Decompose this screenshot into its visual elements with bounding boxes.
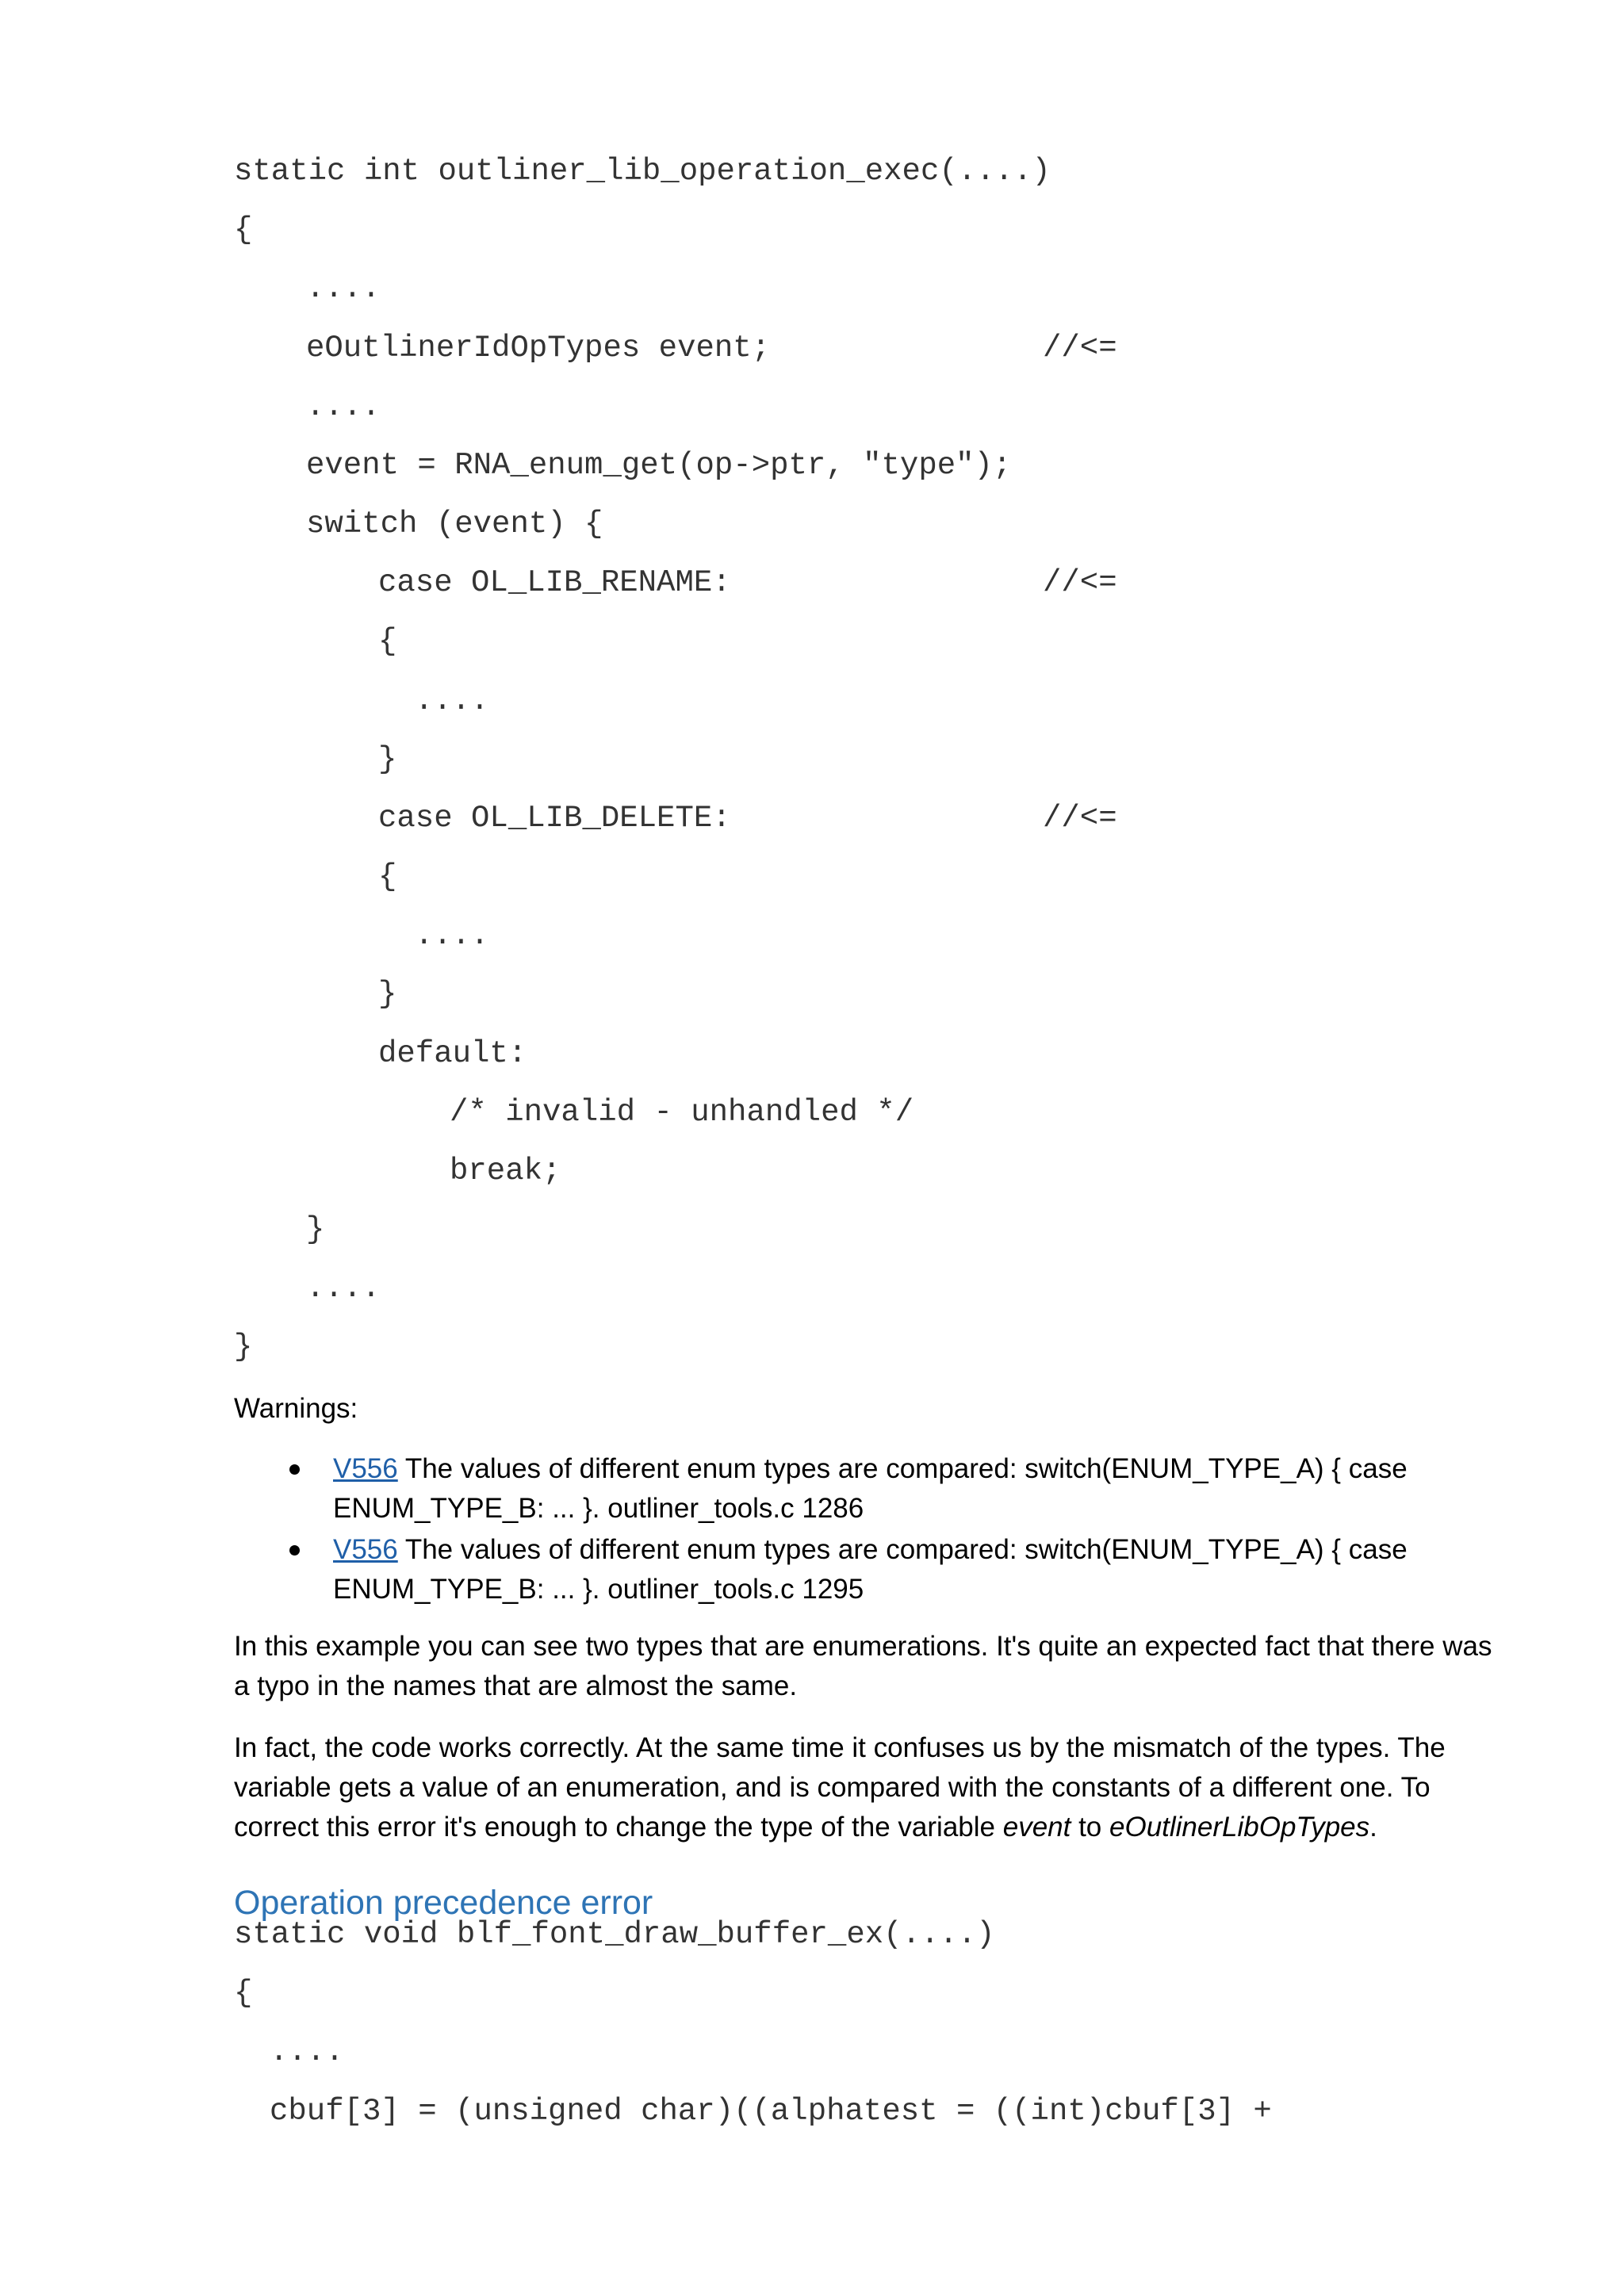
variable-name: event (1002, 1812, 1071, 1843)
code-line: default: (378, 1036, 527, 1071)
code-line: { (234, 212, 253, 247)
code-line: .... (270, 2034, 344, 2069)
code-line: .... (306, 1271, 381, 1306)
code-line: .... (306, 271, 381, 306)
code-marker: //<= (1043, 801, 1117, 836)
code-line: case OL_LIB_RENAME: (378, 565, 731, 600)
paragraph-text: . (1369, 1812, 1377, 1843)
code-line: } (378, 977, 397, 1012)
paragraph-text: to (1071, 1812, 1109, 1843)
code-line: .... (415, 683, 489, 718)
section-heading: Operation precedence error (234, 1884, 653, 1922)
code-line: { (234, 1976, 253, 2011)
code-line: cbuf[3] = (unsigned char)((alphatest = ((int)cbuf[3] + (270, 2094, 1272, 2129)
warning-text: The values of different enum types are compared: switch(ENUM_TYPE_A) { case ENUM_TYPE_B: ... }. outliner_tools.c 1295 (333, 1534, 1408, 1605)
code-line: } (306, 1212, 325, 1247)
type-name: eOutlinerLibOpTypes (1109, 1812, 1370, 1843)
code-line: static void blf_font_draw_buffer_ex(....) (234, 1917, 995, 1952)
code-line: } (234, 1330, 253, 1364)
paragraph-fix (234, 1728, 1503, 1847)
code-line: .... (415, 918, 489, 953)
code-line: event = RNA_enum_get(op->ptr, "type"); (306, 448, 1012, 483)
warnings-list (234, 1449, 1503, 1611)
code-line: switch (event) { (306, 507, 603, 541)
code-marker: //<= (1043, 565, 1117, 600)
code-line: /* invalid - unhandled */ (450, 1095, 914, 1130)
code-line: { (378, 859, 397, 894)
paragraph-text: In fact, the code works correctly. At the same time it confuses us by the mismatch of the types. The variable gets a value of an enumeration, and is compared with the constants of a different one. To correct this error it's enough to change the type of the variable (234, 1732, 1446, 1843)
paragraph-explanation: In this example you can see two types that are enumerations. It's quite an expected fact that there was a typo in the names that are almost the same. (234, 1631, 1492, 1701)
warning-code-link[interactable]: V556 (333, 1453, 398, 1484)
code-line: } (378, 742, 397, 777)
warnings-title: Warnings: (234, 1393, 358, 1424)
warning-item (234, 1530, 1503, 1609)
warning-text: The values of different enum types are compared: switch(ENUM_TYPE_A) { case ENUM_TYPE_B: ... }. outliner_tools.c 1286 (333, 1453, 1408, 1524)
code-line: { (378, 624, 397, 659)
code-line: case OL_LIB_DELETE: (378, 801, 731, 836)
warning-item (234, 1449, 1503, 1529)
code-line: break; (450, 1154, 561, 1188)
code-marker: //<= (1043, 331, 1117, 365)
warning-code-link[interactable]: V556 (333, 1534, 398, 1565)
code-line: .... (306, 389, 381, 424)
bullet-icon (289, 1464, 300, 1475)
code-line: static int outliner_lib_operation_exec(....) (234, 154, 1051, 189)
code-line: eOutlinerIdOpTypes event; (306, 331, 771, 365)
bullet-icon (289, 1545, 300, 1556)
